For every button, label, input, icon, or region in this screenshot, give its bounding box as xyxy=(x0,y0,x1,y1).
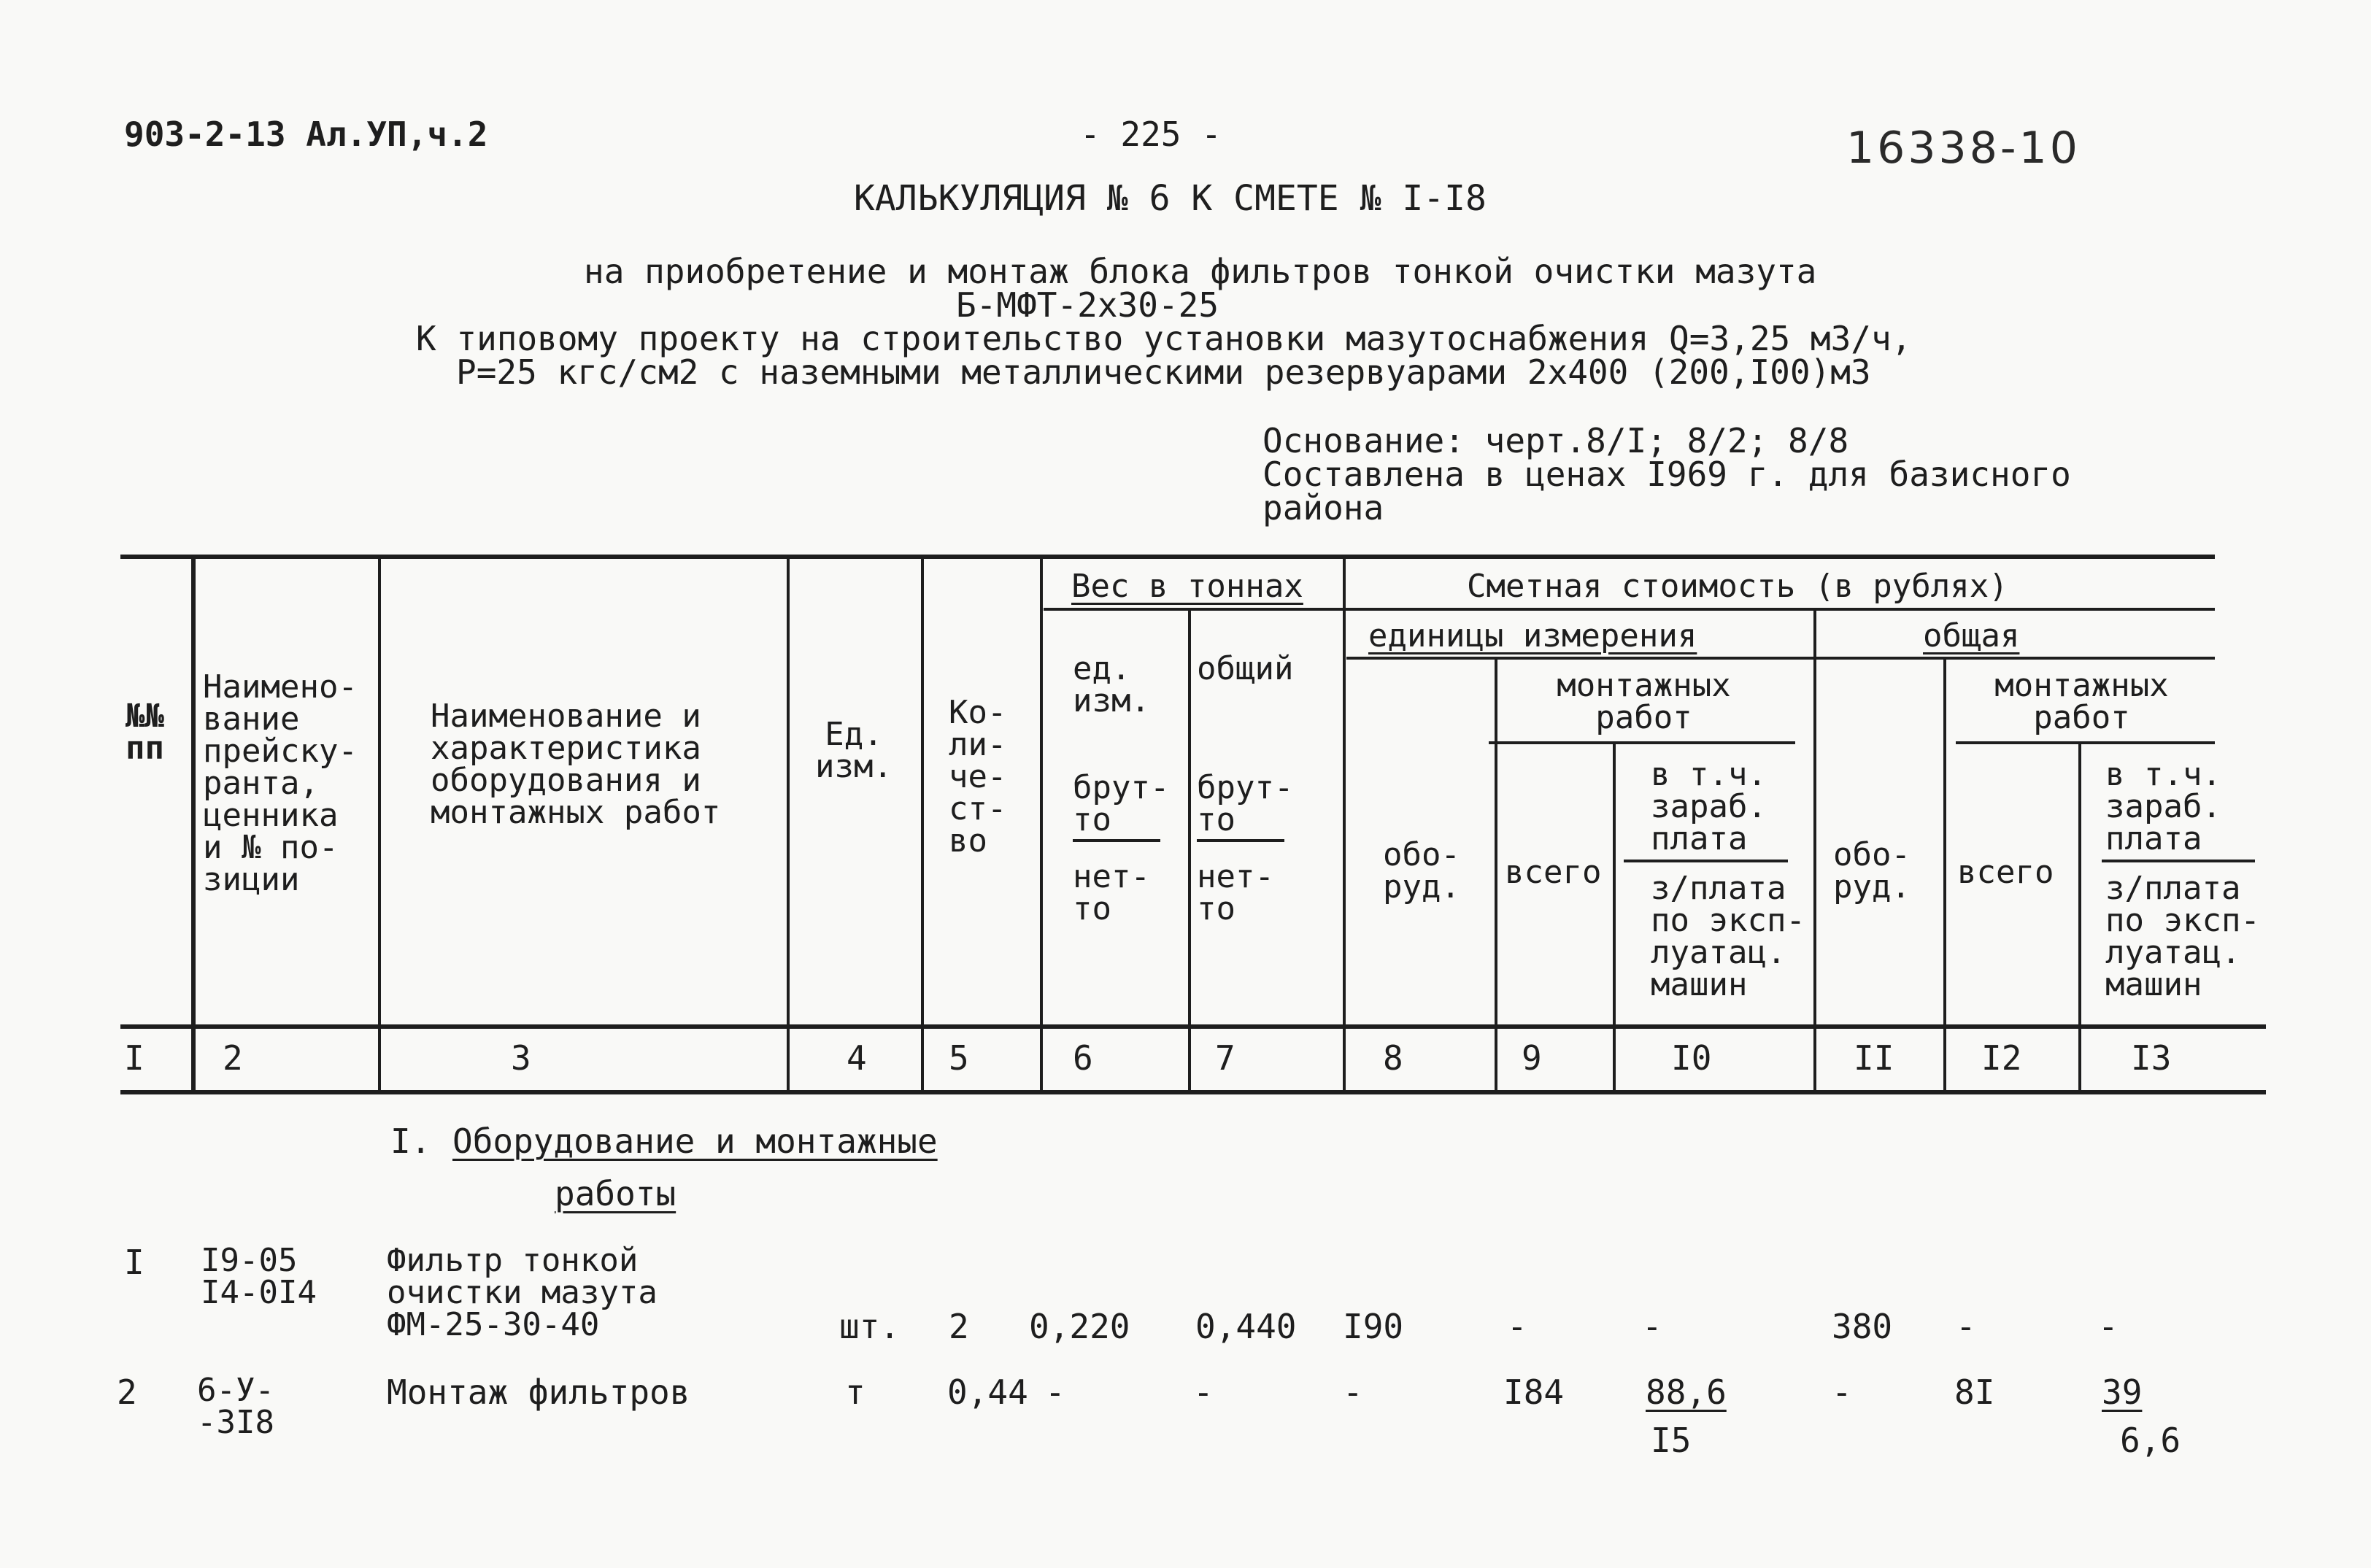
header-unit-install-all: всего xyxy=(1505,854,1602,891)
document-code: 903-2-13 Ал.УП,ч.2 xyxy=(124,115,488,154)
header-unit-cost-group: единицы измерения xyxy=(1368,617,1697,654)
header-cost-group: Сметная стоимость (в рублях) xyxy=(1467,568,2008,605)
weight-total: - xyxy=(1193,1372,1214,1412)
header-weight-unit-brutto: брут- то xyxy=(1073,769,1170,838)
cost-unit-machine-wages: I5 xyxy=(1651,1421,1692,1460)
row-number: 2 xyxy=(117,1372,137,1412)
weight-total: 0,440 xyxy=(1195,1307,1297,1346)
header-weight-unit: ед. изм. xyxy=(1073,650,1150,719)
cost-total-machine-wages: 6,6 xyxy=(2120,1421,2181,1460)
cost-total-install: 8I xyxy=(1954,1372,1995,1412)
basis-prices: Составлена в ценах I969 г. для базисного xyxy=(1262,455,2071,494)
section-title-continued: работы xyxy=(555,1174,676,1213)
column-number-5: 5 xyxy=(949,1038,969,1078)
calculation-title: КАЛЬКУЛЯЦИЯ № 6 К СМЕТЕ № I-I8 xyxy=(854,178,1487,219)
cost-total-wages: 39 xyxy=(2102,1372,2143,1412)
column-number-2: 2 xyxy=(223,1038,243,1078)
header-total-machine-wages: з/плата по эксп- луатац. машин xyxy=(2105,870,2260,1003)
cost-total-equipment: 380 xyxy=(1832,1307,1893,1346)
header-unit-machine-wages: з/плата по эксп- луатац. машин xyxy=(1651,870,1805,1003)
cost-total-equipment: - xyxy=(1832,1372,1852,1412)
header-weight-group: Вес в тоннах xyxy=(1071,568,1303,605)
column-number-4: 4 xyxy=(847,1038,867,1078)
price-list-code: I9-05 I4-0I4 xyxy=(201,1242,317,1311)
header-unit-equipment: обо- руд. xyxy=(1383,836,1460,905)
column-number-6: 6 xyxy=(1073,1038,1093,1078)
header-row-number: №№ пп xyxy=(126,698,164,767)
item-name: Фильтр тонкой очистки мазута ФМ-25-30-40 xyxy=(387,1242,658,1343)
column-number-9: 9 xyxy=(1522,1038,1542,1078)
cost-unit-install: - xyxy=(1507,1307,1527,1346)
price-list-code: 6-У- -3I8 xyxy=(197,1372,274,1441)
cost-total-install: - xyxy=(1956,1307,1976,1346)
column-number-12: I2 xyxy=(1981,1038,2022,1078)
column-number-8: 8 xyxy=(1383,1038,1403,1078)
quantity: 0,44 xyxy=(947,1372,1028,1412)
column-number-1: I xyxy=(124,1038,144,1078)
header-total-equipment: обо- руд. xyxy=(1833,836,1911,905)
row-number: I xyxy=(124,1243,144,1282)
header-weight-total: общий xyxy=(1197,650,1294,687)
column-number-3: 3 xyxy=(511,1038,531,1078)
header-weight-unit-netto: нет- то xyxy=(1073,858,1150,927)
header-weight-total-netto: нет- то xyxy=(1197,858,1274,927)
header-total-install-group: монтажных работ xyxy=(1994,667,2169,736)
header-weight-total-brutto: брут- то xyxy=(1197,769,1294,838)
section-number: I. xyxy=(390,1121,431,1161)
title-project: К типовому проекту на строительство установки мазутоснабжения Q=3,25 м3/ч, xyxy=(416,319,1912,358)
header-total-wages: в т.ч. зараб. плата xyxy=(2105,756,2221,857)
section-title: Оборудование и монтажные xyxy=(452,1121,938,1161)
unit: шт. xyxy=(839,1307,901,1346)
header-unit-wages: в т.ч. зараб. плата xyxy=(1651,756,1767,857)
item-name: Монтаж фильтров xyxy=(387,1372,690,1412)
title-subject: на приобретение и монтаж блока фильтров тонкой очистки мазута xyxy=(584,252,1817,291)
unit: т xyxy=(845,1372,865,1412)
header-total-install-all: всего xyxy=(1957,854,2054,891)
cost-total-wages: - xyxy=(2098,1307,2119,1346)
header-price-list: Наимено- вание прейску- ранта, ценника и № по- зиции xyxy=(203,668,358,898)
title-block-code: Б-МФТ-2х30-25 xyxy=(956,285,1219,325)
basis-drawings: Основание: черт.8/I; 8/2; 8/8 xyxy=(1262,421,1849,460)
header-total-cost-group: общая xyxy=(1923,617,2020,654)
cost-unit-wages: - xyxy=(1642,1307,1662,1346)
page-number: - 225 - xyxy=(1080,115,1222,154)
cost-unit-equipment: I90 xyxy=(1343,1307,1404,1346)
handwritten-stamp: 16338-10 xyxy=(1846,123,2081,174)
column-number-7: 7 xyxy=(1215,1038,1235,1078)
weight-unit: 0,220 xyxy=(1029,1307,1130,1346)
quantity: 2 xyxy=(949,1307,969,1346)
header-quantity: Ко- ли- че- ст- во xyxy=(949,694,1007,860)
title-parameters: Р=25 кгс/см2 с наземными металлическими резервуарами 2х400 (200,I00)м3 xyxy=(456,352,1871,392)
weight-unit: - xyxy=(1045,1372,1065,1412)
column-number-11: II xyxy=(1854,1038,1894,1078)
basis-region: района xyxy=(1262,488,1384,528)
column-number-13: I3 xyxy=(2131,1038,2172,1078)
cost-unit-wages: 88,6 xyxy=(1646,1372,1727,1412)
cost-unit-equipment: - xyxy=(1343,1372,1363,1412)
cost-unit-install: I84 xyxy=(1503,1372,1565,1412)
column-number-10: I0 xyxy=(1671,1038,1712,1078)
header-description: Наименование и характеристика оборудования и монтажных работ xyxy=(431,698,721,831)
header-unit: Ед. изм. xyxy=(815,716,893,785)
header-unit-install-group: монтажных работ xyxy=(1557,667,1731,736)
